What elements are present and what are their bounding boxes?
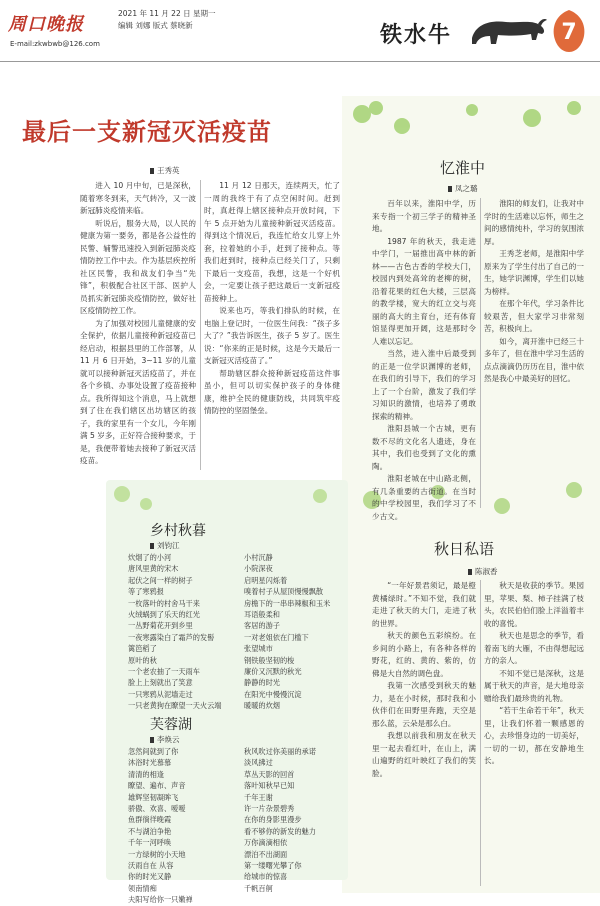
paragraph: 为了加强对校园儿童健康的安全保护，依据儿童接种新冠疫苗已经启动，根据县里的工作部署，从 11 月 6 日开始，3~11 岁的儿童就可以接种新冠灭活疫苗了，并在各个乡镇、办事处设置了疫苗接种点。我所得知这个消息，马上就想到了住在我们辖区出坊辖区的孩子，我的家里有一个女儿，今年刚满 5 岁多，正好符合接种要求，于是，我便带着她去接种了新冠灭活疫苗。	[80, 318, 196, 465]
paragraph: 如今，离开淮中已经三十多年了，但在淮中学习生活的点点滴滴仍历历在目，淮中依然是我心中最美好的回忆。	[484, 336, 584, 383]
masthead	[0, 0, 600, 60]
article-column-2	[484, 198, 584, 508]
poem-line: 不与湖泊争艳	[128, 826, 172, 836]
article-column-2	[204, 180, 340, 470]
poem-line: 张望城市	[244, 644, 273, 654]
column-divider	[480, 580, 481, 886]
poem-line: 千年一河呼唤	[128, 838, 172, 848]
poem-line: 沃雨自在 从容	[128, 861, 174, 871]
clover-icon	[106, 480, 348, 520]
article-column-2	[484, 580, 584, 886]
poem-line: 沐浴时光慕慕	[128, 758, 172, 768]
column-divider	[200, 180, 201, 470]
paragraph: 淮阳老城在中山路北侧，有几条重要的古街道。在当时的中学校园里，我们学习了不少古文。	[372, 474, 476, 521]
poem-line: 清清的相逢	[128, 769, 164, 779]
poem-line: 原叶的秋	[128, 655, 157, 665]
poem-line: 房檐下的一串串辣椒和玉米	[244, 598, 331, 608]
poem-line: 一夜寒露染白了霜芦的发髻	[128, 632, 215, 642]
poem-line: 暖暖的炊烟	[244, 701, 280, 711]
paragraph: 秋天的颜色五彩缤纷。在乡间的小路上，有各种各样的野花，红的、黄的、紫的，仿佛是大自然的调色盘。	[372, 631, 476, 678]
header-divider	[0, 61, 600, 62]
editor-line: 编辑 刘娜 版式 蔡晓新	[118, 21, 193, 30]
paragraph: 帮助辖区群众接种新冠疫苗这件事虽小，但可以切实保护孩子的身体健康，维护全民的健康防线，共同筑牢疫情防控的坚固堡垒。	[204, 368, 340, 415]
poem-line: 淡风拂过	[244, 758, 273, 768]
paragraph: 不知不觉已是深秋，这是属于秋天的声音，是大地母亲赠给我们最珍贵的礼物。	[484, 668, 584, 703]
paragraph: 秋天也是思念的季节，看着南飞的大雁，不由得想起远方的亲人。	[484, 631, 584, 665]
poem-line: 廉价又沉默的秋光	[244, 667, 302, 677]
poem-line: 领南情痴	[128, 883, 157, 893]
poem-line: 给城市的惊喜	[244, 872, 288, 882]
publish-date: 2021 年 11 月 22 日 星期一	[118, 9, 216, 18]
poem-line: 在你的身影里漫步	[244, 815, 302, 825]
poem-line: 第一缕曙光攀了你	[244, 861, 302, 871]
poem-line: 一对老姐依在门槛下	[244, 632, 309, 642]
article-column-1	[80, 180, 196, 470]
poem-line: 嗅着村子从屋顶慢慢飘散	[244, 587, 324, 597]
poem-line: 客居的游子	[244, 621, 280, 631]
poem-line: 小院深夜	[244, 564, 273, 574]
paragraph: 王秀芝老师，是淮阳中学原来为了学生付出了自己的一生，她学识渊博，学生们以她为榜样。	[484, 249, 584, 296]
poem-line: 千帆百舸	[244, 883, 273, 893]
poem-line: 小村沉静	[244, 553, 273, 562]
page-number: 7	[561, 20, 577, 45]
poem-line: 静静的时光	[244, 678, 280, 688]
paragraph: 在那个年代，学习条件比较艰苦，但大家学习非常刻苦，积极向上。	[484, 299, 584, 333]
poem-line: 耳语般柔和	[244, 610, 280, 620]
date-line	[118, 8, 215, 32]
article-column-1	[372, 580, 476, 886]
poem-line: 千年王谢	[244, 792, 273, 802]
poem-line: 骄傲、欢喜、嗳嗳	[128, 804, 186, 814]
poem-line: 钢铁般坚韧的梭	[244, 655, 295, 665]
paragraph: “若干生命若干年”，秋天里，让我们怀着一颗感恩的心，去珍惜身边的一切美好，一切的一切，都在安静地生长。	[484, 706, 584, 765]
article-title: 忆淮中	[440, 159, 486, 177]
paragraph: 听说后，服务大局，以人民的健康为第一要务，都是各公益性的民警、辅警迅速投入到新冠肺炎疫情防控工作中去。作为基层疾控所社区民警，我和战友们争当“先锋”，积极配合社区干部、医护人员抓实新冠肺炎疫情防控，做好社区疫情防控工作。	[80, 218, 196, 315]
poem-title: 芙蓉湖	[150, 717, 192, 733]
poem-line: 等了寒鸦报	[128, 587, 164, 597]
article-title: 最后一支新冠灭活疫苗	[22, 117, 272, 146]
poem-line: 鱼群徜徉晚霞	[128, 815, 172, 825]
poem-line: 落叶知秋早已知	[244, 781, 295, 791]
page-badge-icon	[550, 8, 588, 54]
poem-line: 草丛天影的回首	[244, 769, 295, 779]
poem-lines-left	[128, 746, 193, 906]
poem-author: 刘钧江	[150, 540, 180, 551]
poem-author: 李焕云	[150, 734, 180, 745]
poem-line: 炊烟了的小河	[128, 553, 172, 562]
poem-line: 雄辉坚韧凝眸飞	[128, 792, 179, 802]
poem-line: 秋风吹过你美丽的承诺	[244, 747, 316, 756]
poem-line: 一枚落叶的村舍马干来	[128, 598, 200, 608]
clover-icon	[342, 96, 600, 156]
poem-line: 漂泊不出湖面	[244, 849, 288, 859]
column-divider	[480, 198, 481, 508]
poem-line: 起伏之间一样的树子	[128, 575, 193, 585]
paragraph: 我想以前我和朋友在秋天里一起去看红叶，在山上，满山遍野的红叶映红了我们的笑脸。	[372, 731, 476, 778]
poem-lines-right	[244, 746, 316, 894]
article-column-1	[372, 198, 476, 521]
paragraph: 我第一次感受到秋天的魅力，是在小时候，那时我和小伙伴们在田野里奔跑，天空是那么蓝，云朵是那么白。	[372, 681, 476, 728]
paragraph: 当然，进入淮中后最受到的正是一位学识渊博的老师，在我们的引导下，我们的学习上了一个台阶，激发了我们学习知识的激情，也培养了勇敢探索的精神。	[372, 349, 476, 421]
poem-line: 一方绿树的小天地	[128, 849, 186, 859]
article-author: 王秀英	[150, 165, 180, 176]
poem-line: 夫阳写给你一只嫩禅	[128, 895, 193, 905]
paragraph: 秋天是收获的季节。果园里，苹果、梨、柿子挂满了枝头，农民伯伯们脸上洋溢着丰收的喜悦。	[484, 581, 584, 628]
poem-line: 一只寒鸦从泥墙走过	[128, 689, 193, 699]
newspaper-logo: 周口晚报	[8, 14, 84, 35]
poem-line: 火绒蜗到了乐天的红光	[128, 610, 200, 620]
poem-line: 篱笆稻了	[128, 644, 157, 654]
poem-line: 一丛野菊花开到乡里	[128, 621, 193, 631]
paragraph: 进入 10 月中旬，已是深秋，随着寒冬到来，天气转冷，又一波新冠肺炎疫情来临。	[80, 181, 196, 215]
paragraph: 淮阳县城一个古城，更有数不尽的文化名人遗迹，身在其中，我们也受到了文化的熏陶。	[372, 424, 476, 471]
poem-line: 脸上上刻就出了笑意	[128, 678, 193, 688]
paragraph: 百年以来，淮阳中学，历来专指一个初三学子的精神圣地。	[372, 199, 476, 233]
email-address: E-mail:zkwbwb@126.com	[10, 40, 100, 48]
article-author: 凤之璐	[448, 183, 478, 194]
poem-line: 万你滴滴相依	[244, 838, 288, 848]
poem-line: 看不够你的新发的魅力	[244, 826, 316, 836]
column-name: 铁水牛	[380, 22, 453, 48]
poem-line: 一只老黄狗在瞭望一天火云端	[128, 701, 222, 711]
poem-line: 你的时光又静	[128, 872, 172, 882]
paragraph: 淮阳的师友们，让我对中学时的生活难以忘怀，师生之间的感情纯朴，学习的氛围浓厚。	[484, 199, 584, 246]
paragraph: “一年好景君须记，最是橙黄橘绿时。”不知不觉，我们就走进了秋天的大门，走进了秋的世界。	[372, 581, 476, 628]
poem-line: 在阳光中慢慢沉淀	[244, 689, 302, 699]
article-title: 秋日私语	[434, 540, 495, 558]
poem-title: 乡村秋暮	[150, 523, 206, 539]
poem-line: 启明星闪烁着	[244, 575, 288, 585]
paragraph: 11 月 12 日那天，连续两天，忙了一周的我终于有了点空闲时间。赶到时，真赶得上辖区接种点开放时间，下午 5 点开始为儿童接种新冠灭活疫苗。得到这个情况后，我连忙给女儿穿上外套，拉着她的小手，赶到了接种点。等我们赶到时，接种点已经关门了，只剩下最后一支疫苗，我想，这是一个好机会，一定要让孩子把这最后一支新冠疫苗接种上。	[204, 181, 340, 303]
paragraph: 说来也巧，等我们排队的时候，在电脑上登记时，一位医生问我：“孩子多大了？”我告诉医生，孩子 5 岁了。医生说：“你来的正是时候，这是今天最后一支新冠灭活疫苗了。”	[204, 306, 340, 365]
poem-line: 许一片杂景碧秀	[244, 804, 295, 814]
article-author: 陈淑香	[468, 566, 498, 577]
ox-icon	[468, 14, 548, 48]
poem-line: 忽然间就到了你	[128, 747, 179, 756]
poem-line: 一个老农抽了一天雨车	[128, 667, 200, 677]
poem-lines-right	[244, 552, 330, 712]
paragraph: 1987 年的秋天，我走进中学门，一届推出高中林的新林——古色古香的学校大门，校园内到处高耸的老柳的树，沿着花果的红色大楼，三层高的教学楼，宽大的红立交与亮丽的高大的主育台，还有体育馆显得更加开阔，这是那时令人难以忘记。	[372, 236, 476, 346]
poem-lines-left	[128, 552, 221, 712]
poem-line: 瞭望、遍布、声音	[128, 781, 186, 791]
poem-line: 唐风里黄的宋木	[128, 564, 179, 574]
